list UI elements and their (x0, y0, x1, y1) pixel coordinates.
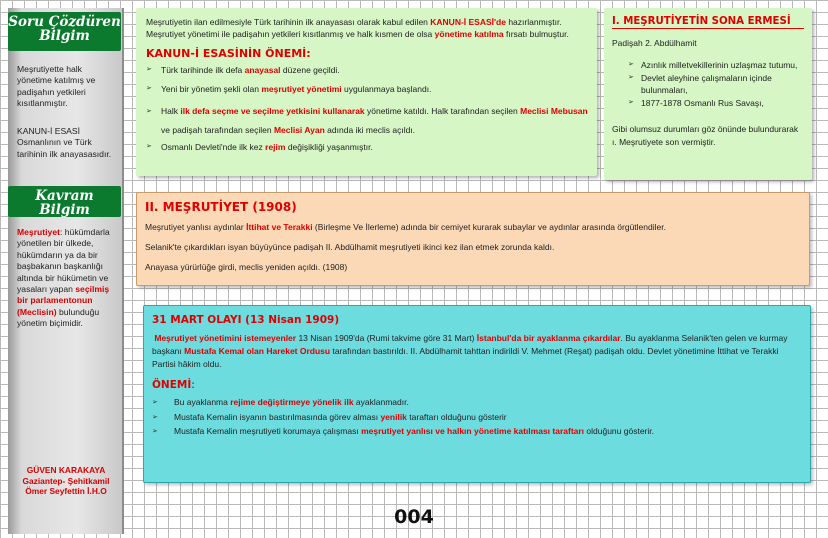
banner-title: Kavram Bilgim (35, 188, 94, 218)
text: Devlet aleyhine çalışmaların içinde bulunmaları, (641, 72, 772, 95)
text: Meşrutiyetin ilan edilmesiyle Türk tarihinin ilk anayasası olarak kabul edilen (146, 17, 431, 27)
list-item (146, 65, 589, 75)
page-number: 004 (394, 506, 434, 528)
otuzbir-mart-heading: 31 MART OLAYI (13 Nisan 1909) (152, 314, 340, 326)
highlight: meşrutiyet yönetimi (261, 83, 342, 94)
list-item (152, 397, 802, 408)
kanun-intro (146, 16, 589, 40)
text: değişikliği yaşanmıştır. (285, 142, 373, 152)
list-item (628, 72, 804, 97)
mart-description (152, 332, 802, 371)
paragraph: Anayasa yürürlüğe girdi, meclis yeniden açıldı. (1908) (145, 262, 348, 272)
definition-text: : hükümdarla yönetilen bir ülkede, hükümdarın ya da bir başbakanın başkanlığı altında bir hükümetin ve yasaları yapan (17, 227, 110, 295)
mesrutiyet-sona-ermesi-box (604, 8, 812, 180)
highlight: Meclisi Ayan (273, 125, 325, 135)
heading-text: ÖNEMİ (152, 379, 192, 391)
list-item (146, 84, 589, 94)
list-item (152, 426, 802, 437)
text: fırsatı bulmuştur. (503, 29, 569, 39)
list-item (146, 102, 589, 140)
highlight: yönetime katılma (434, 29, 504, 39)
text: 13 Nisan 1909'da (Rumi takvime göre 31 Mart) (296, 333, 477, 343)
definition-text-end: bulunduğu yönetim biçimidir. (17, 306, 100, 329)
ikinci-mesrutiyet-box (136, 192, 810, 286)
text: ayaklanmadır. (353, 397, 409, 407)
text: adında iki meclis açıldı. (324, 125, 416, 135)
highlight: anayasal (244, 65, 281, 75)
highlight: ilk defa seçme ve seçilme yetkisini kullanarak (180, 106, 365, 116)
arrow-bullet-icon: ➢ (628, 98, 634, 106)
highlight: Mustafa Kemal olan Hareket Ordusu (184, 346, 331, 356)
arrow-bullet-icon: ➢ (152, 399, 158, 406)
ikinci-mesrutiyet-heading: II. MEŞRUTİYET (1908) (145, 200, 297, 214)
list-item (628, 97, 804, 110)
sona-lead: Padişah 2. Abdülhamit (612, 38, 697, 48)
list-item (628, 59, 804, 72)
text: Mustafa Kemalin isyanın bastırılmasında görev alması (174, 411, 381, 422)
text: Osmanlı Devleti'nde ilk kez (161, 142, 266, 152)
kanun-i-esasi-box (136, 8, 597, 176)
text: Mustafa Kemalin meşrutiyeti korumaya çalışması (174, 426, 362, 436)
text: Meşrutiyet yanlısı aydınlar (145, 222, 247, 232)
mart-onemi-heading (152, 379, 802, 391)
arrow-bullet-icon: ➢ (152, 428, 158, 435)
sidebar-note-1: Meşrutiyette halk yönetime katılmış ve padişahın yetkileri kısıtlanmıştır. (17, 64, 96, 109)
text: tarafından bastırıldı. II. Abdülhamit tahttan indirildi V. Mehmet (Reşat) padişah oldu. Devlet yönetimine İttihat ve Terakki Partisi hâkim oldu. (152, 346, 779, 369)
arrow-bullet-icon: ➢ (628, 61, 634, 68)
arrow-bullet-icon: ➢ (628, 73, 634, 81)
text: Halk (161, 106, 181, 116)
text: (Birleşme Ve İlerleme) adında bir cemiyet kurarak subaylar ve aydınlar arasında örgütlendiler. (312, 222, 666, 232)
text: Türk tarihinde ilk defa (161, 65, 245, 75)
text: düzene geçildi. (280, 65, 340, 75)
text: olduğunu gösterir. (584, 426, 654, 436)
sidebar-note-2: KANUN-İ ESASİ Osmanlının ve Türk tarihinin ilk anayasasıdır. (17, 126, 112, 159)
highlight: yenilik (380, 411, 407, 422)
sona-ermesi-heading: I. MEŞRUTİYETİN SONA ERMESİ (612, 16, 804, 29)
text: Azınlık milletvekillerinin uzlaşmaz tutumu, (641, 60, 798, 70)
sona-closing: Gibi olumsuz durumları göz önünde bulundurarak ı. Meşrutiyete son vermiştir. (612, 124, 799, 147)
text: Bu ayaklanma (174, 397, 231, 407)
text: yönetime katıldı. Halk tarafından seçilen (364, 106, 521, 116)
arrow-bullet-icon: ➢ (146, 84, 152, 92)
otuzbir-mart-box (143, 305, 811, 483)
text: . Bu ayaklanma Selanik'ten gelen ve kurmay başkanı (152, 333, 788, 356)
author-credit: GÜVEN KARAKAYA Gaziantep- Şehitkamil Ömer Seyfettin İ.H.O (22, 465, 110, 496)
arrow-bullet-icon: ➢ (146, 66, 152, 73)
highlight: Meşrutiyet yönetimini istemeyenler (154, 333, 297, 343)
text: uygulanmaya başlandı. (341, 83, 432, 94)
highlight: KANUN-İ ESASİ'de (430, 17, 506, 27)
kanun-onemi-heading: KANUN-İ ESASİNİN ÖNEMİ: (146, 47, 311, 60)
text: taraftarı olduğunu gösterir (406, 411, 507, 422)
definition-highlight: seçilmiş bir parlamentonun (Meclisin) (17, 284, 110, 317)
highlight: meşrutiyet yanlısı ve halkın yönetime katılması taraftarı (361, 426, 585, 436)
arrow-bullet-icon: ➢ (152, 413, 158, 421)
soru-cozduren-bilgim-banner (8, 12, 121, 51)
banner-title: Soru Çözdüren Bilgim (8, 14, 121, 44)
text: Yeni bir yönetim şekli olan (161, 83, 262, 94)
list-item (146, 142, 589, 152)
highlight: İstanbul'da bir ayaklanma çıkardılar (476, 333, 621, 343)
kavram-bilgim-banner (8, 186, 121, 217)
definition-term: Meşrutiyet (17, 227, 60, 237)
arrow-bullet-icon: ➢ (146, 108, 152, 115)
list-item (152, 412, 802, 423)
arrow-bullet-icon: ➢ (146, 143, 152, 150)
highlight: rejim (265, 142, 286, 152)
highlight: rejime değiştirmeye yönelik ilk (230, 397, 354, 407)
paragraph (145, 221, 801, 233)
text: ve padişah tarafından seçilen (161, 125, 274, 135)
text: hazırlanmıştır. Meşrutiyet yönetimi ile padişahın yetkileri kısıtlanmış ve halk kısmen de olsa (146, 17, 562, 39)
text: 1877-1878 Osmanlı Rus Savaşı, (641, 97, 764, 108)
heading-colon: : (191, 379, 195, 391)
sidebar-definition (17, 227, 117, 330)
highlight: Meclisi Mebusan (520, 106, 588, 116)
paragraph: Selanik'te çıkardıkları isyan büyüyünce padişah II. Abdülhamit meşrutiyeti ikinci kez ilan etmek zorunda kaldı. (145, 242, 555, 252)
highlight: İttihat ve Terakki (246, 222, 313, 232)
